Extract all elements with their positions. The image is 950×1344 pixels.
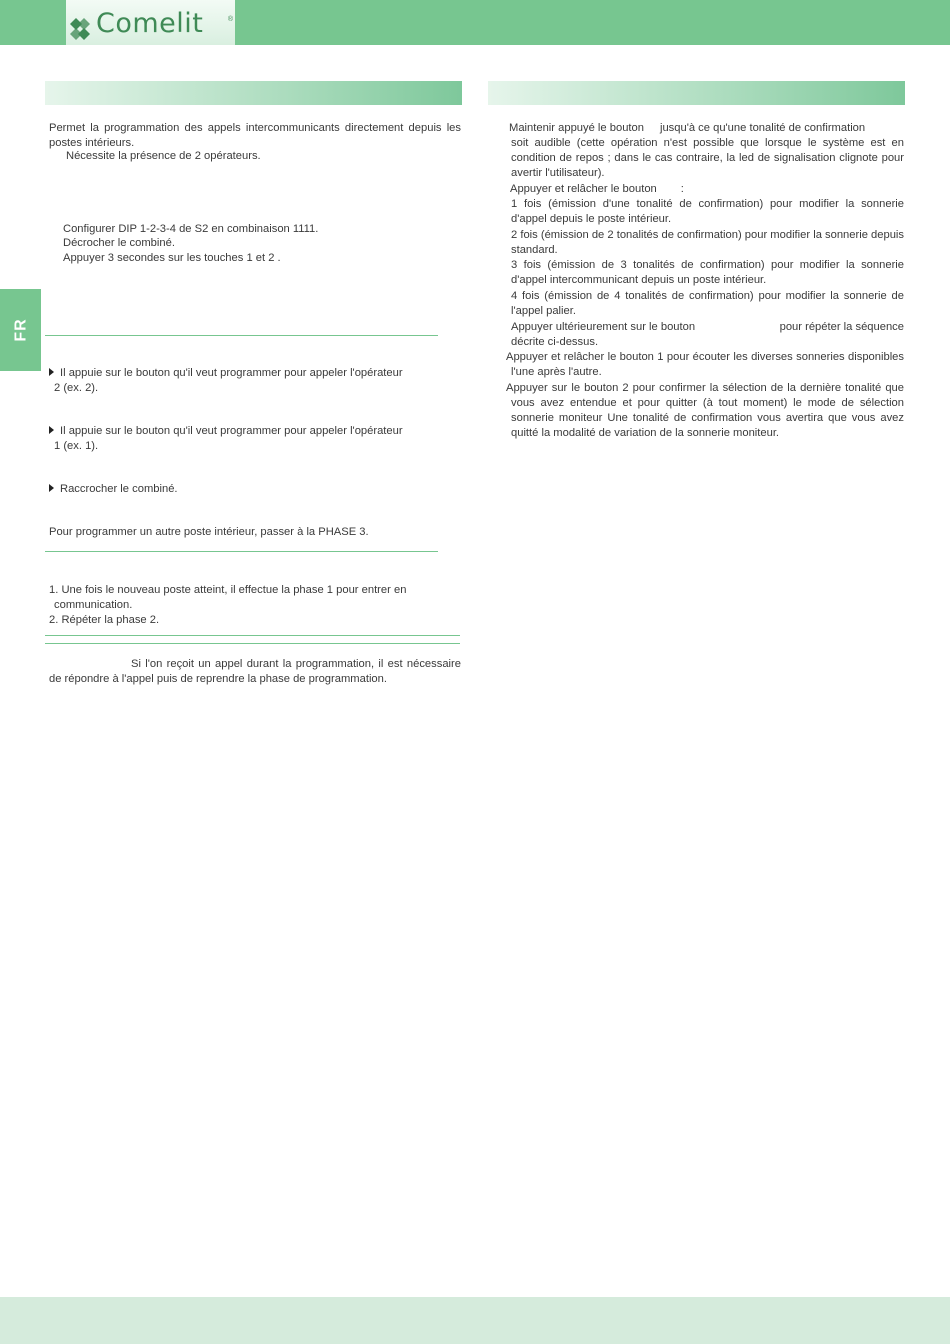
- left-section-header: [45, 81, 462, 105]
- right-text: :: [680, 183, 684, 195]
- divider: [45, 551, 438, 552]
- list-item-text: Il appuie sur le bouton qu'il veut programmer pour appeler l'opérateur: [60, 367, 403, 379]
- intro-requirement: Nécessite la présence de 2 opérateurs.: [66, 150, 261, 162]
- list-item-text-cont: 1 (ex. 1).: [54, 440, 99, 452]
- divider: [45, 335, 438, 336]
- list-item: [49, 424, 461, 454]
- list-item: [49, 366, 461, 396]
- numbered-item-2: 2. Répéter la phase 2.: [49, 614, 160, 626]
- triangle-right-icon: [49, 426, 54, 434]
- right-text: Appuyer sur le bouton 2 pour confirmer la sélection de la dernière tonalité que vous avez entendue et pour quitter (à tout moment) le mode de sélection sonnerie moniteur Une tonalité de confirmation vous avertira que vous avez quitté la modalité de variation de la sonnerie moniteur.: [506, 382, 904, 439]
- right-text-cont: décrite ci-dessus.: [511, 336, 599, 348]
- right-text: Appuyer ultérieurement sur le bouton: [511, 321, 696, 333]
- list-item-text: Raccrocher le combiné.: [60, 483, 178, 495]
- right-section-header: [488, 81, 905, 105]
- right-text: Appuyer et relâcher le bouton 1 pour écouter les diverses sonneries disponibles l'une après l'autre.: [506, 351, 904, 378]
- right-paragraph: [506, 197, 904, 227]
- intro-text: Permet la programmation des appels intercommunicants directement depuis les postes intérieurs.: [49, 122, 461, 149]
- triangle-right-icon: [49, 484, 54, 492]
- registered-mark: ®: [227, 16, 233, 23]
- phase3-instruction: Pour programmer un autre poste intérieur, passer à la PHASE 3.: [49, 526, 369, 538]
- right-text: 2 fois (émission de 2 tonalités de confirmation) pour modifier la sonnerie depuis standard.: [511, 229, 905, 256]
- right-text: 1 fois (émission d'une tonalité de confirmation) pour modifier la sonnerie d'appel depuis le poste intérieur.: [511, 198, 904, 225]
- step-3: Appuyer 3 secondes sur les touches 1 et 2 .: [63, 252, 281, 264]
- brand-logo: [66, 0, 235, 45]
- right-text: 4 fois (émission de 4 tonalités de confirmation) pour modifier la sonnerie de l'appel palier.: [511, 290, 904, 317]
- right-paragraph: [506, 182, 904, 197]
- right-paragraph: [506, 381, 904, 441]
- comelit-logo-icon: [70, 18, 94, 40]
- step-1: Configurer DIP 1-2-3-4 de S2 en combinaison 1111.: [63, 223, 319, 235]
- numbered-item-1: [49, 583, 461, 613]
- right-paragraph: [506, 350, 904, 380]
- list-item-text-cont: 2 (ex. 2).: [54, 382, 99, 394]
- right-text: pour répéter la séquence: [779, 321, 904, 333]
- right-text: Maintenir appuyé le bouton: [509, 122, 644, 134]
- step-2: Décrocher le combiné.: [63, 237, 175, 249]
- right-text: Appuyer et relâcher le bouton: [510, 183, 657, 195]
- right-text-cont: soit audible (cette opération n'est possible que lorsque le système est en condition de repos ; dans le cas contraire, la led de signalisation clignote pour avertir l'utilisateur).: [511, 137, 904, 179]
- brand-name: Comelit: [96, 8, 204, 39]
- right-paragraph: [506, 121, 904, 181]
- language-tab: [0, 289, 41, 371]
- note-text: Si l'on reçoit un appel durant la programmation, il est nécessaire de répondre à l'appel puis de reprendre la phase de programmation.: [49, 658, 461, 685]
- right-paragraph: [506, 258, 904, 288]
- right-text: 3 fois (émission de 3 tonalités de confirmation) pour modifier la sonnerie d'appel intercommunicant depuis un poste intérieur.: [511, 259, 904, 286]
- footer-bar: [0, 1297, 950, 1344]
- right-text: jusqu'à ce qu'une tonalité de confirmation: [659, 122, 866, 134]
- list-item: [49, 482, 461, 497]
- numbered-item-text-cont: communication.: [54, 599, 133, 611]
- right-paragraph: [506, 320, 904, 350]
- list-item-text: Il appuie sur le bouton qu'il veut programmer pour appeler l'opérateur: [60, 425, 403, 437]
- note-bottom-rule: [45, 643, 460, 644]
- numbered-item-text: 1. Une fois le nouveau poste atteint, il effectue la phase 1 pour entrer en: [49, 584, 407, 596]
- note-top-rule: [45, 635, 460, 636]
- language-tab-label: FR: [12, 318, 29, 342]
- right-paragraph: [506, 289, 904, 319]
- right-paragraph: [506, 228, 904, 258]
- triangle-right-icon: [49, 368, 54, 376]
